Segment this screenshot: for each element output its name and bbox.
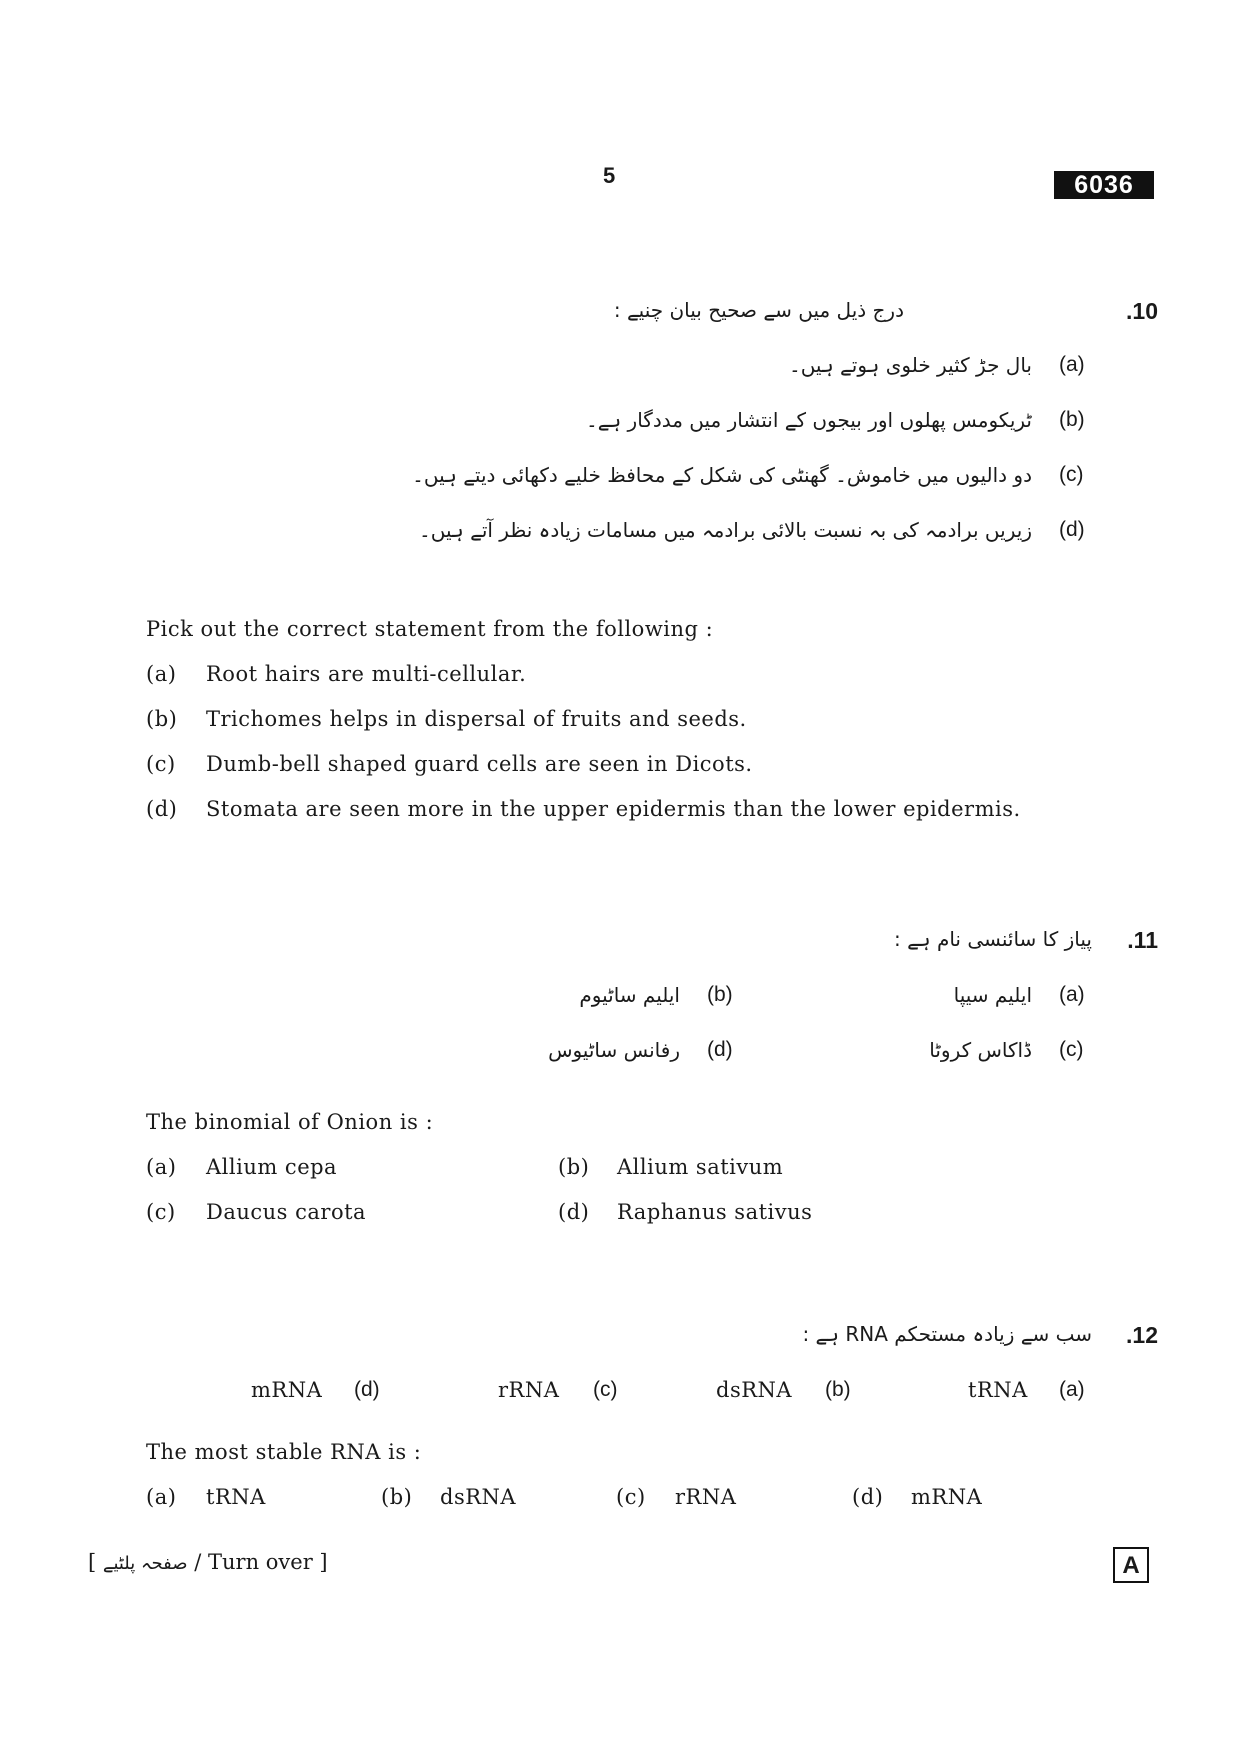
english-option-text: Raphanus sativus	[617, 1200, 813, 1224]
english-option-label: (d)	[146, 797, 178, 821]
english-option-text: Allium sativum	[617, 1155, 784, 1179]
urdu-option-text: rRNA	[498, 1378, 560, 1402]
urdu-option-text: ڈاکاس کروٹا	[929, 1038, 1032, 1062]
english-option-text: Stomata are seen more in the upper epidermis than the lower epidermis.	[206, 797, 1021, 821]
english-question-stem: The most stable RNA is :	[146, 1440, 422, 1464]
urdu-option-label: (a)	[1059, 353, 1085, 376]
urdu-question-stem: سب سے زیادہ مستحکم RNA ہے :	[802, 1322, 1092, 1346]
english-option-text: rRNA	[675, 1485, 737, 1509]
urdu-option-text: tRNA	[968, 1378, 1028, 1402]
english-option-label: (c)	[146, 1200, 176, 1224]
urdu-option-text: رفانس ساٹیوس	[548, 1038, 680, 1062]
urdu-option-label: (d)	[707, 1038, 733, 1061]
urdu-option-text: ایلیم سیپا	[953, 983, 1032, 1007]
english-question-stem: The binomial of Onion is :	[146, 1110, 434, 1134]
english-option-text: mRNA	[911, 1485, 983, 1509]
paper-code-badge: 6036	[1054, 171, 1154, 199]
urdu-option-label: (c)	[593, 1378, 618, 1401]
question-set-box: A	[1113, 1547, 1149, 1583]
urdu-option-text: زیریں برادمہ کی بہ نسبت بالائی برادمہ میں مسامات زیادہ نظر آتے ہیں۔	[419, 518, 1032, 542]
question-number: .11	[1127, 927, 1158, 953]
urdu-option-label: (c)	[1059, 463, 1084, 486]
urdu-option-text: بال جڑ کثیر خلوی ہوتے ہیں۔	[788, 353, 1032, 377]
english-option-label: (b)	[558, 1155, 590, 1179]
urdu-option-label: (a)	[1059, 1378, 1085, 1401]
urdu-question-stem: درج ذیل میں سے صحیح بیان چنیے :	[613, 298, 904, 322]
english-option-label: (a)	[146, 1485, 177, 1509]
urdu-option-text: دو دالیوں میں خاموش۔ گھنٹی کی شکل کے محافظ خلیے دکھائی دیتے ہیں۔	[412, 463, 1032, 487]
urdu-option-label: (b)	[1059, 408, 1085, 431]
english-option-text: Allium cepa	[206, 1155, 338, 1179]
page-number: 5	[603, 163, 616, 188]
footer-bracket: [	[88, 1550, 97, 1574]
turn-over-note	[88, 1550, 328, 1574]
english-option-text: dsRNA	[440, 1485, 517, 1509]
urdu-option-text: dsRNA	[716, 1378, 793, 1402]
english-option-label: (d)	[558, 1200, 590, 1224]
urdu-option-text: ٹریکومس پھلوں اور بیجوں کے انتشار میں مددگار ہے۔	[586, 408, 1032, 432]
urdu-option-label: (b)	[707, 983, 733, 1006]
english-option-text: Trichomes helps in dispersal of fruits and seeds.	[206, 707, 747, 731]
english-option-label: (c)	[616, 1485, 646, 1509]
question-number: .12	[1126, 1322, 1158, 1348]
urdu-option-label: (d)	[1059, 518, 1085, 541]
english-option-label: (b)	[146, 707, 178, 731]
urdu-option-text: ایلیم ساٹیوم	[579, 983, 680, 1007]
urdu-turn-over: صفحہ پلٹیے	[102, 1553, 188, 1574]
urdu-option-label: (a)	[1059, 983, 1085, 1006]
english-option-label: (b)	[381, 1485, 413, 1509]
english-option-label: (a)	[146, 1155, 177, 1179]
english-option-text: Daucus carota	[206, 1200, 367, 1224]
english-option-text: tRNA	[206, 1485, 266, 1509]
urdu-question-stem: پیاز کا سائنسی نام ہے :	[894, 927, 1092, 951]
urdu-option-label: (c)	[1059, 1038, 1084, 1061]
turn-over-text: Turn over ]	[208, 1550, 328, 1574]
footer-separator: /	[194, 1550, 202, 1574]
urdu-option-text: mRNA	[251, 1378, 323, 1402]
question-number: .10	[1126, 298, 1158, 324]
urdu-option-label: (b)	[825, 1378, 851, 1401]
urdu-option-label: (d)	[354, 1378, 380, 1401]
english-question-stem: Pick out the correct statement from the following :	[146, 617, 714, 641]
english-option-label: (d)	[852, 1485, 884, 1509]
english-option-text: Dumb-bell shaped guard cells are seen in Dicots.	[206, 752, 753, 776]
english-option-label: (a)	[146, 662, 177, 686]
english-option-text: Root hairs are multi-cellular.	[206, 662, 527, 686]
english-option-label: (c)	[146, 752, 176, 776]
